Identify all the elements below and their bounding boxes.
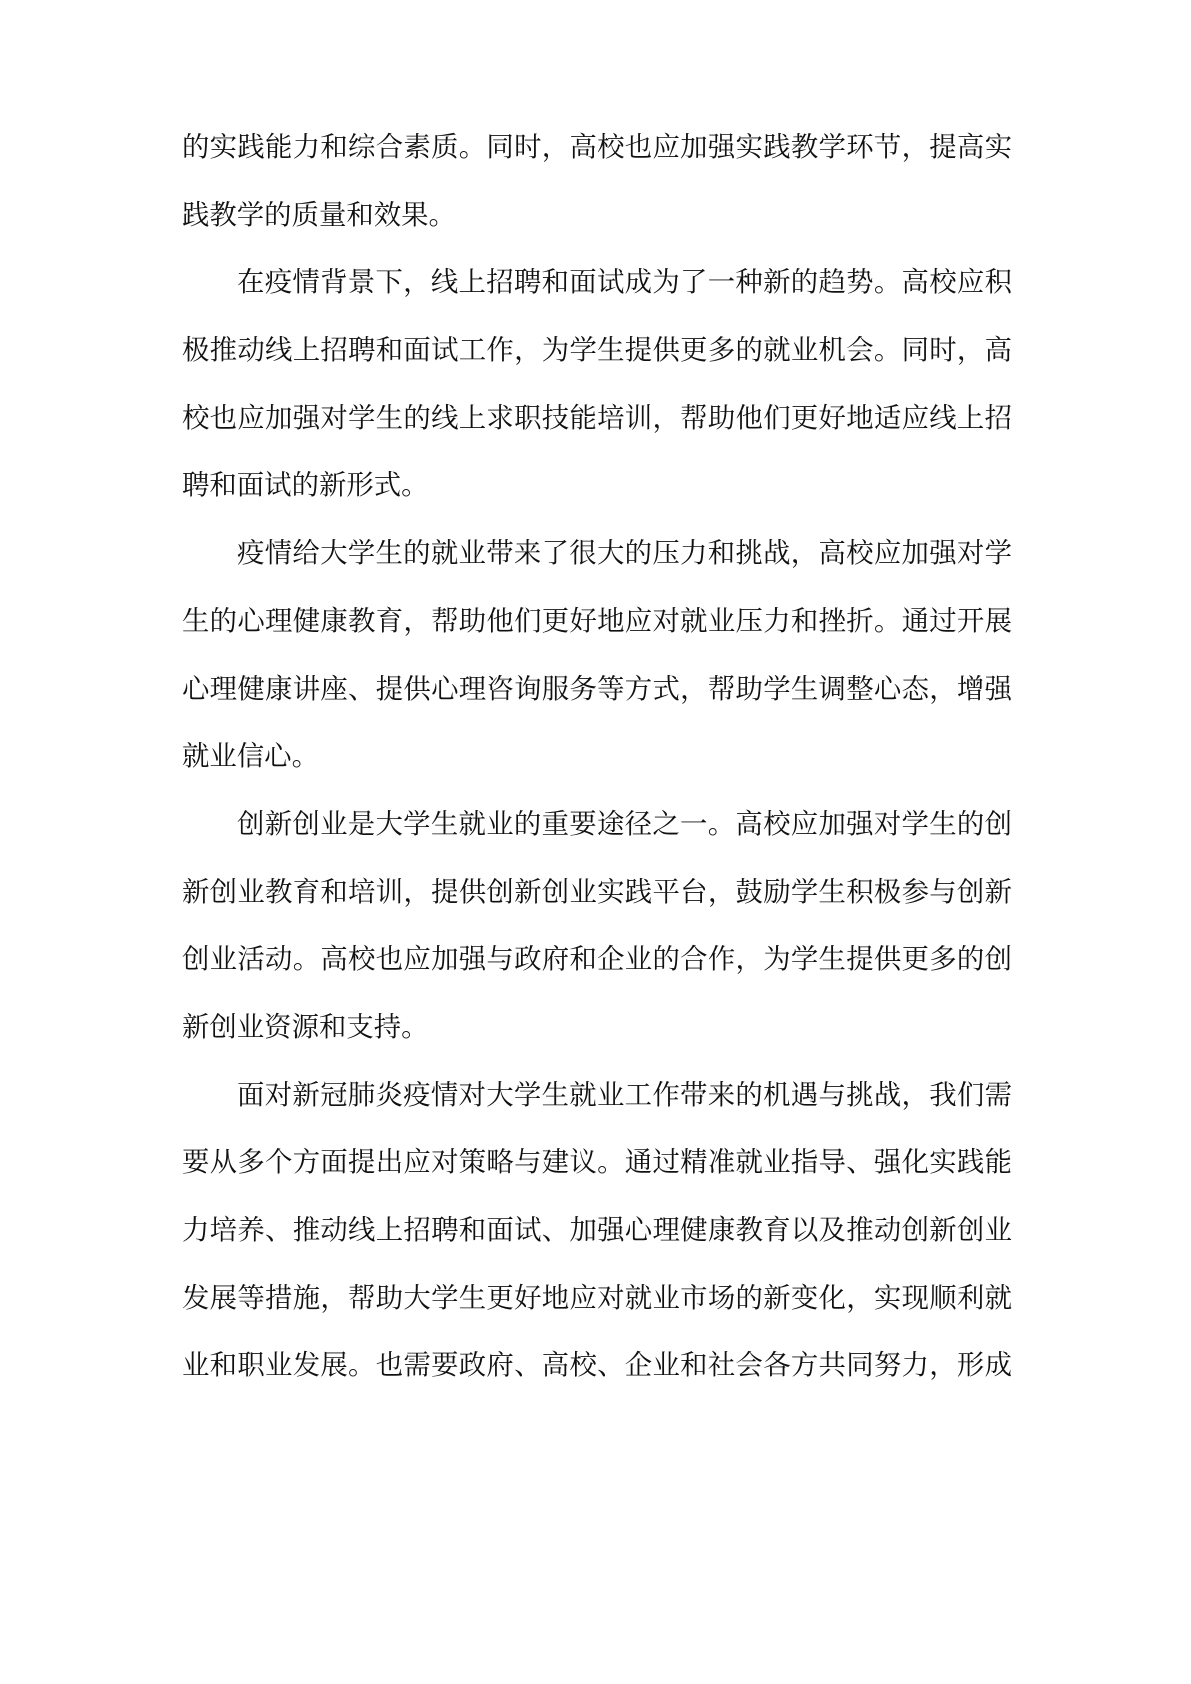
text-line: 创业活动。高校也应加强与政府和企业的合作，为学生提供更多的创 <box>182 944 1012 976</box>
text-line: 在疫情背景下，线上招聘和面试成为了一种新的趋势。高校应积 <box>237 267 1012 299</box>
text-line: 业和职业发展。也需要政府、高校、企业和社会各方共同努力，形成 <box>182 1350 1012 1382</box>
text-line: 践教学的质量和效果。 <box>182 199 456 231</box>
text-line: 就业信心。 <box>182 741 319 773</box>
document-body <box>182 114 1012 1400</box>
text-line: 生的心理健康教育，帮助他们更好地应对就业压力和挫折。通过开展 <box>182 605 1012 637</box>
text-line: 力培养、推动线上招聘和面试、加强心理健康教育以及推动创新创业 <box>182 1215 1012 1246</box>
text-line: 新创业教育和培训，提供创新创业实践平台，鼓励学生积极参与创新 <box>182 876 1012 908</box>
text-line: 聘和面试的新形式。 <box>182 470 429 502</box>
paragraph <box>182 249 1012 520</box>
text-line: 疫情给大学生的就业带来了很大的压力和挑战，高校应加强对学 <box>237 538 1012 570</box>
text-line: 发展等措施，帮助大学生更好地应对就业市场的新变化，实现顺利就 <box>182 1282 1012 1314</box>
text-line: 新创业资源和支持。 <box>182 1011 429 1043</box>
paragraph <box>182 520 1012 791</box>
text-line: 创新创业是大学生就业的重要途径之一。高校应加强对学生的创 <box>237 808 1012 840</box>
paragraph <box>182 1062 1012 1400</box>
text-line: 极推动线上招聘和面试工作，为学生提供更多的就业机会。同时，高 <box>182 335 1012 367</box>
text-line: 要从多个方面提出应对策略与建议。通过精准就业指导、强化实践能 <box>182 1147 1012 1179</box>
text-line: 校也应加强对学生的线上求职技能培训，帮助他们更好地适应线上招 <box>182 402 1012 434</box>
text-line: 心理健康讲座、提供心理咨询服务等方式，帮助学生调整心态，增强 <box>182 673 1012 705</box>
paragraph <box>182 791 1012 1062</box>
text-line: 面对新冠肺炎疫情对大学生就业工作带来的机遇与挑战，我们需 <box>237 1079 1012 1111</box>
text-line: 的实践能力和综合素质。同时，高校也应加强实践教学环节，提高实 <box>182 132 1012 163</box>
paragraph-continued <box>182 114 1012 249</box>
